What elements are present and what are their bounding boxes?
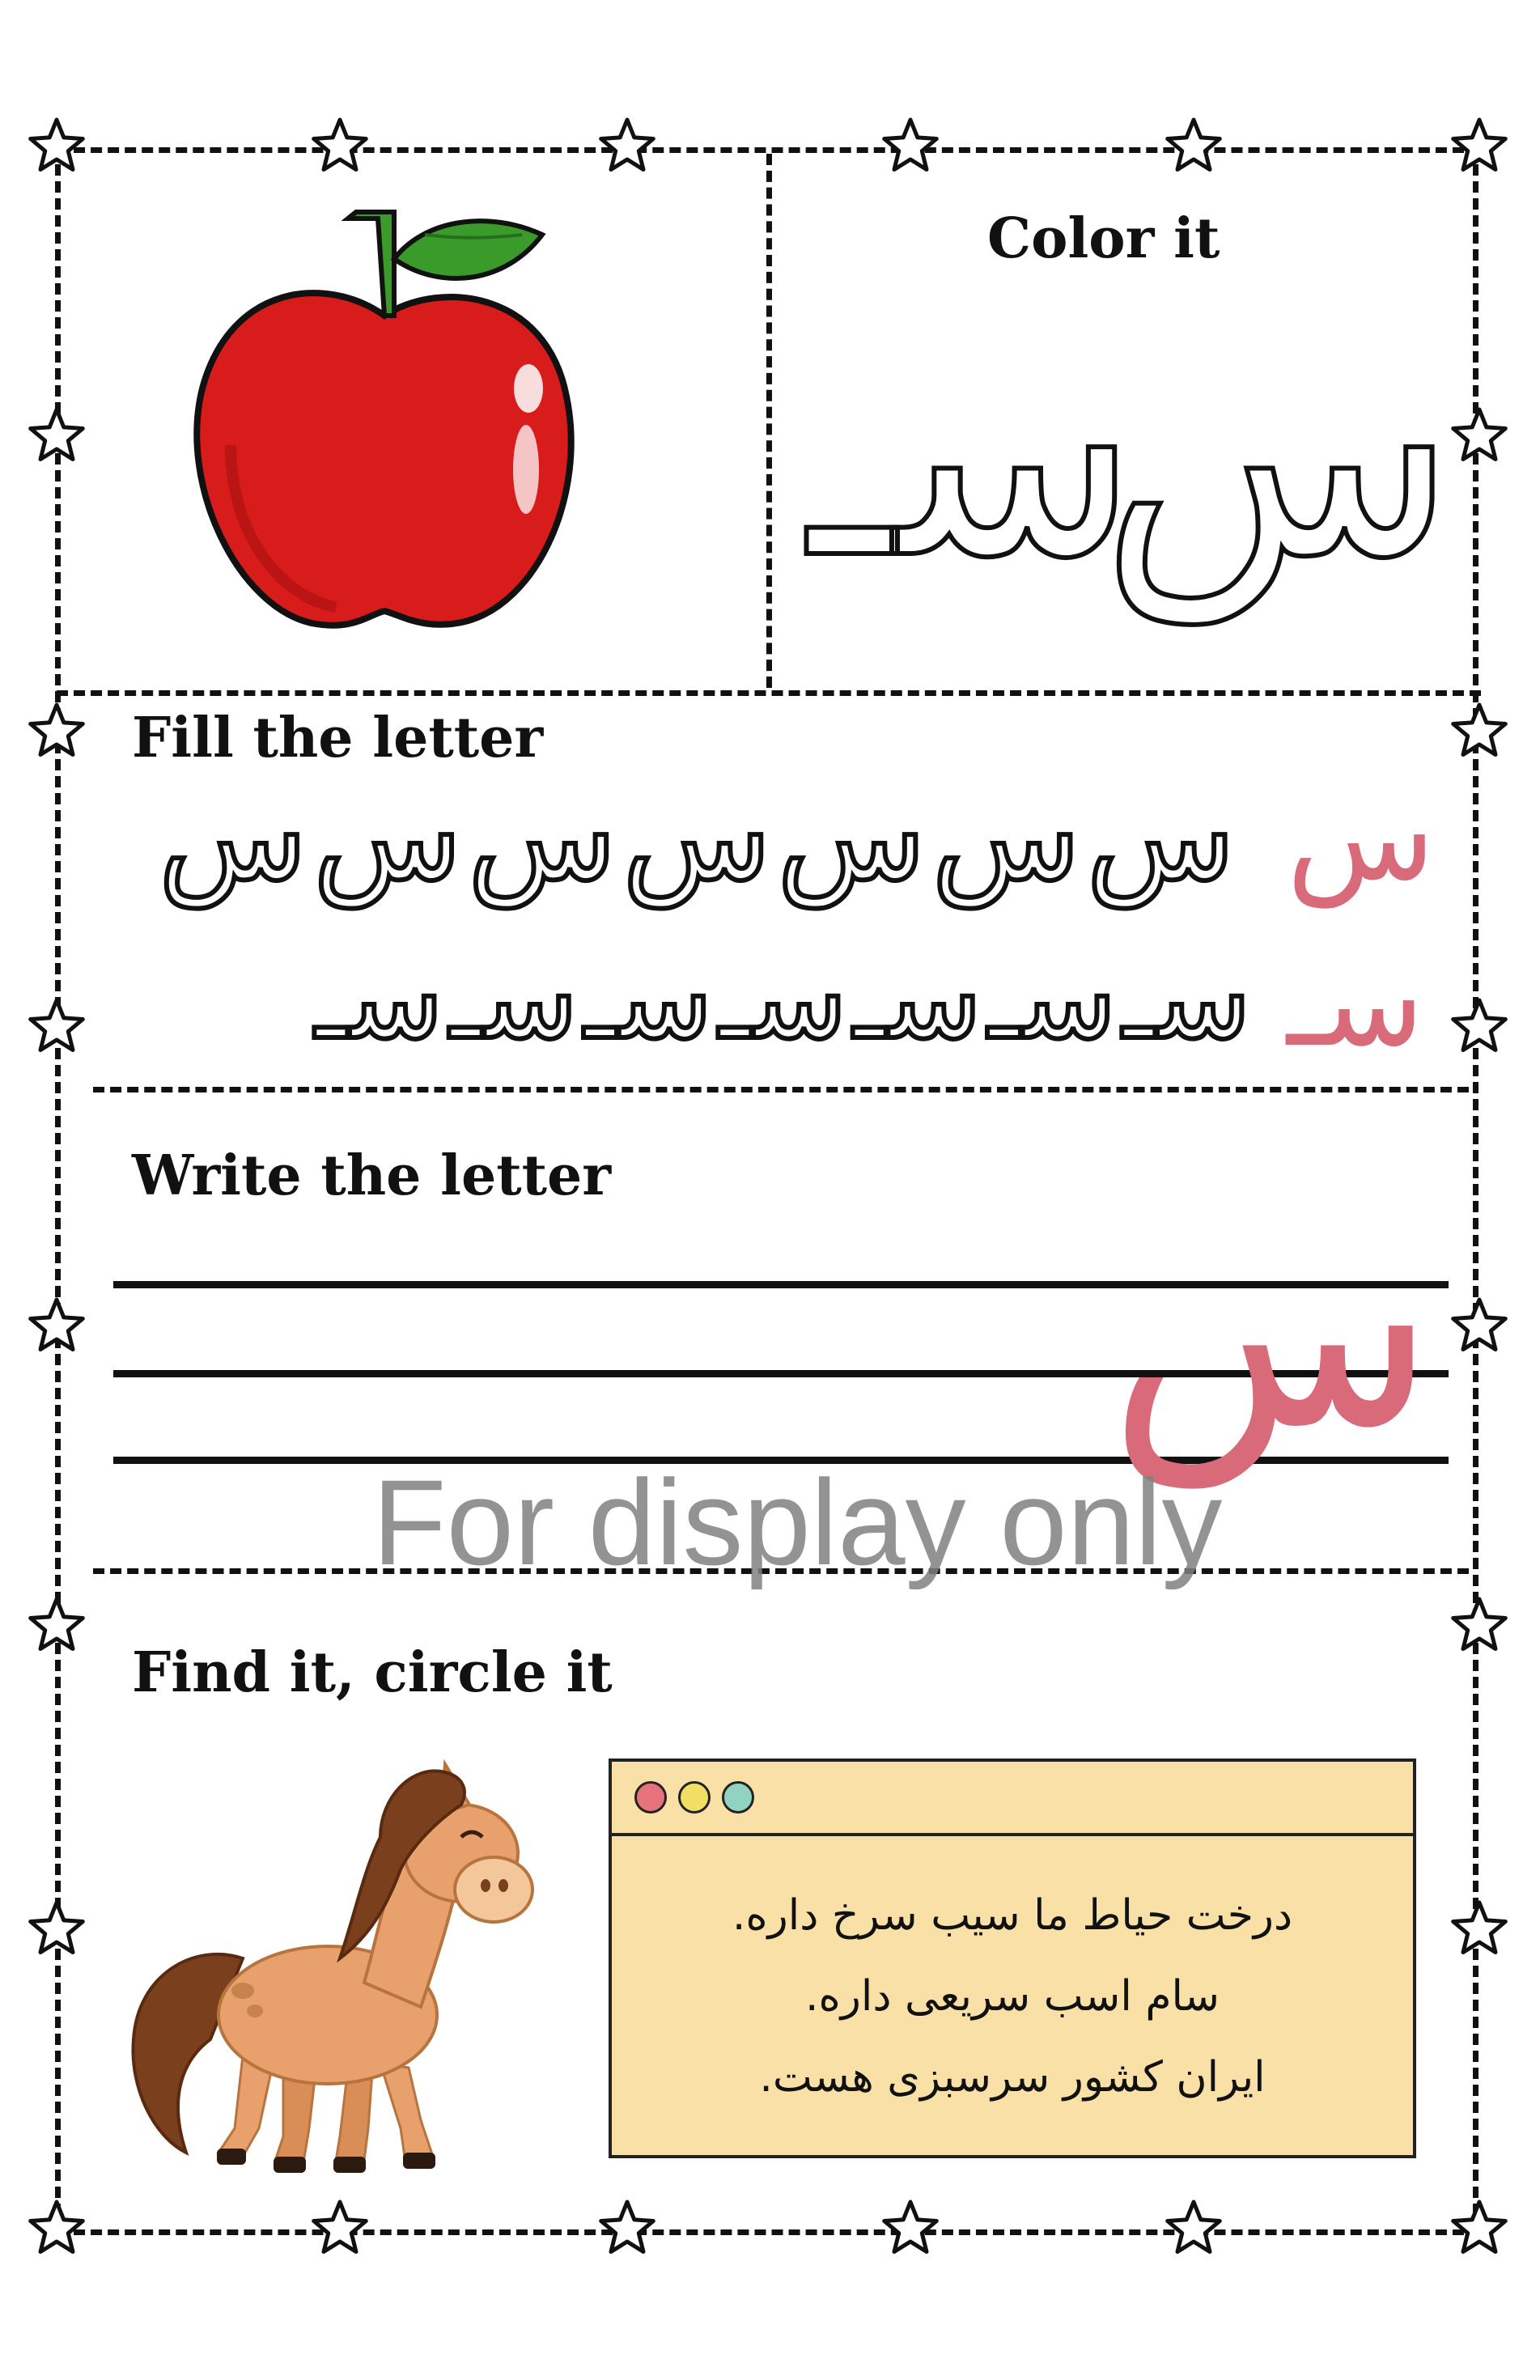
divider-1 [57,690,1481,696]
window-dot-yellow [678,1781,711,1814]
star-icon [596,2198,659,2261]
trace-letter[interactable]: سـ [315,933,444,1065]
star-icon [879,2198,942,2261]
divider-2 [93,1087,1469,1092]
star-icon [25,1296,88,1359]
write-letter-title: Write the letter [132,1143,612,1208]
trace-letter[interactable]: سـ [1122,933,1251,1065]
star-icon [25,116,88,179]
sample-letter-initial: سـ [1287,933,1424,1074]
frame-top-border [57,147,1481,153]
fill-row-initial [105,933,1254,1065]
window-dot-green [722,1781,754,1814]
star-icon [25,405,88,469]
find-it-title: Find it, circle it [132,1640,613,1705]
star-icon [25,701,88,764]
color-letter-isolated[interactable]: س [1101,283,1457,622]
star-icon [1448,701,1511,764]
sentence-2[interactable]: سام اسب سریعی داره. [805,1972,1220,2021]
star-icon [1162,116,1225,179]
trace-letter[interactable]: س [622,767,771,908]
star-icon [879,116,942,179]
apple-icon [182,202,587,639]
star-icon [25,2198,88,2261]
fill-letter-title: Fill the letter [132,706,544,770]
star-icon [1448,1595,1511,1658]
color-letter-initial[interactable]: سـ [809,283,1139,622]
star-icon [1448,405,1511,469]
star-icon [25,1595,88,1658]
sample-letter-isolated: س [1287,767,1436,908]
sentence-1[interactable]: درخت حیاط ما سیب سرخ داره. [732,1891,1293,1940]
sentence-window [609,1758,1416,2158]
trace-letter[interactable]: س [1086,767,1235,908]
star-icon [308,2198,371,2261]
star-icon [25,996,88,1059]
window-dot-red [634,1781,667,1814]
star-icon [1448,2198,1511,2261]
write-sample-letter: س [1109,1176,1435,1487]
color-it-title: Color it [987,206,1220,271]
top-section-divider [766,154,772,688]
trace-letter[interactable]: س [931,767,1080,908]
star-icon [1448,996,1511,1059]
sentence-3[interactable]: ایران کشور سرسبزی هست. [759,2053,1266,2102]
trace-letter[interactable]: س [313,767,462,908]
trace-letter[interactable]: سـ [854,933,982,1065]
window-title-bar [612,1762,1413,1836]
sentences [612,1875,1413,2118]
trace-letter[interactable]: سـ [719,933,848,1065]
watermark: For display only [372,1454,1223,1590]
star-icon [308,116,371,179]
fill-row-isolated [105,767,1238,908]
trace-letter[interactable]: سـ [584,933,713,1065]
trace-letter[interactable]: س [468,767,617,908]
trace-letter[interactable]: سـ [988,933,1117,1065]
star-icon [596,116,659,179]
trace-letter[interactable]: سـ [450,933,579,1065]
star-icon [1448,1296,1511,1359]
frame-bottom-border [57,2229,1481,2235]
trace-letter[interactable]: س [777,767,926,908]
trace-letter[interactable]: س [159,767,308,908]
star-icon [1448,116,1511,179]
horse-icon [121,1748,542,2185]
star-icon [1448,1898,1511,1962]
star-icon [1162,2198,1225,2261]
star-icon [25,1898,88,1962]
